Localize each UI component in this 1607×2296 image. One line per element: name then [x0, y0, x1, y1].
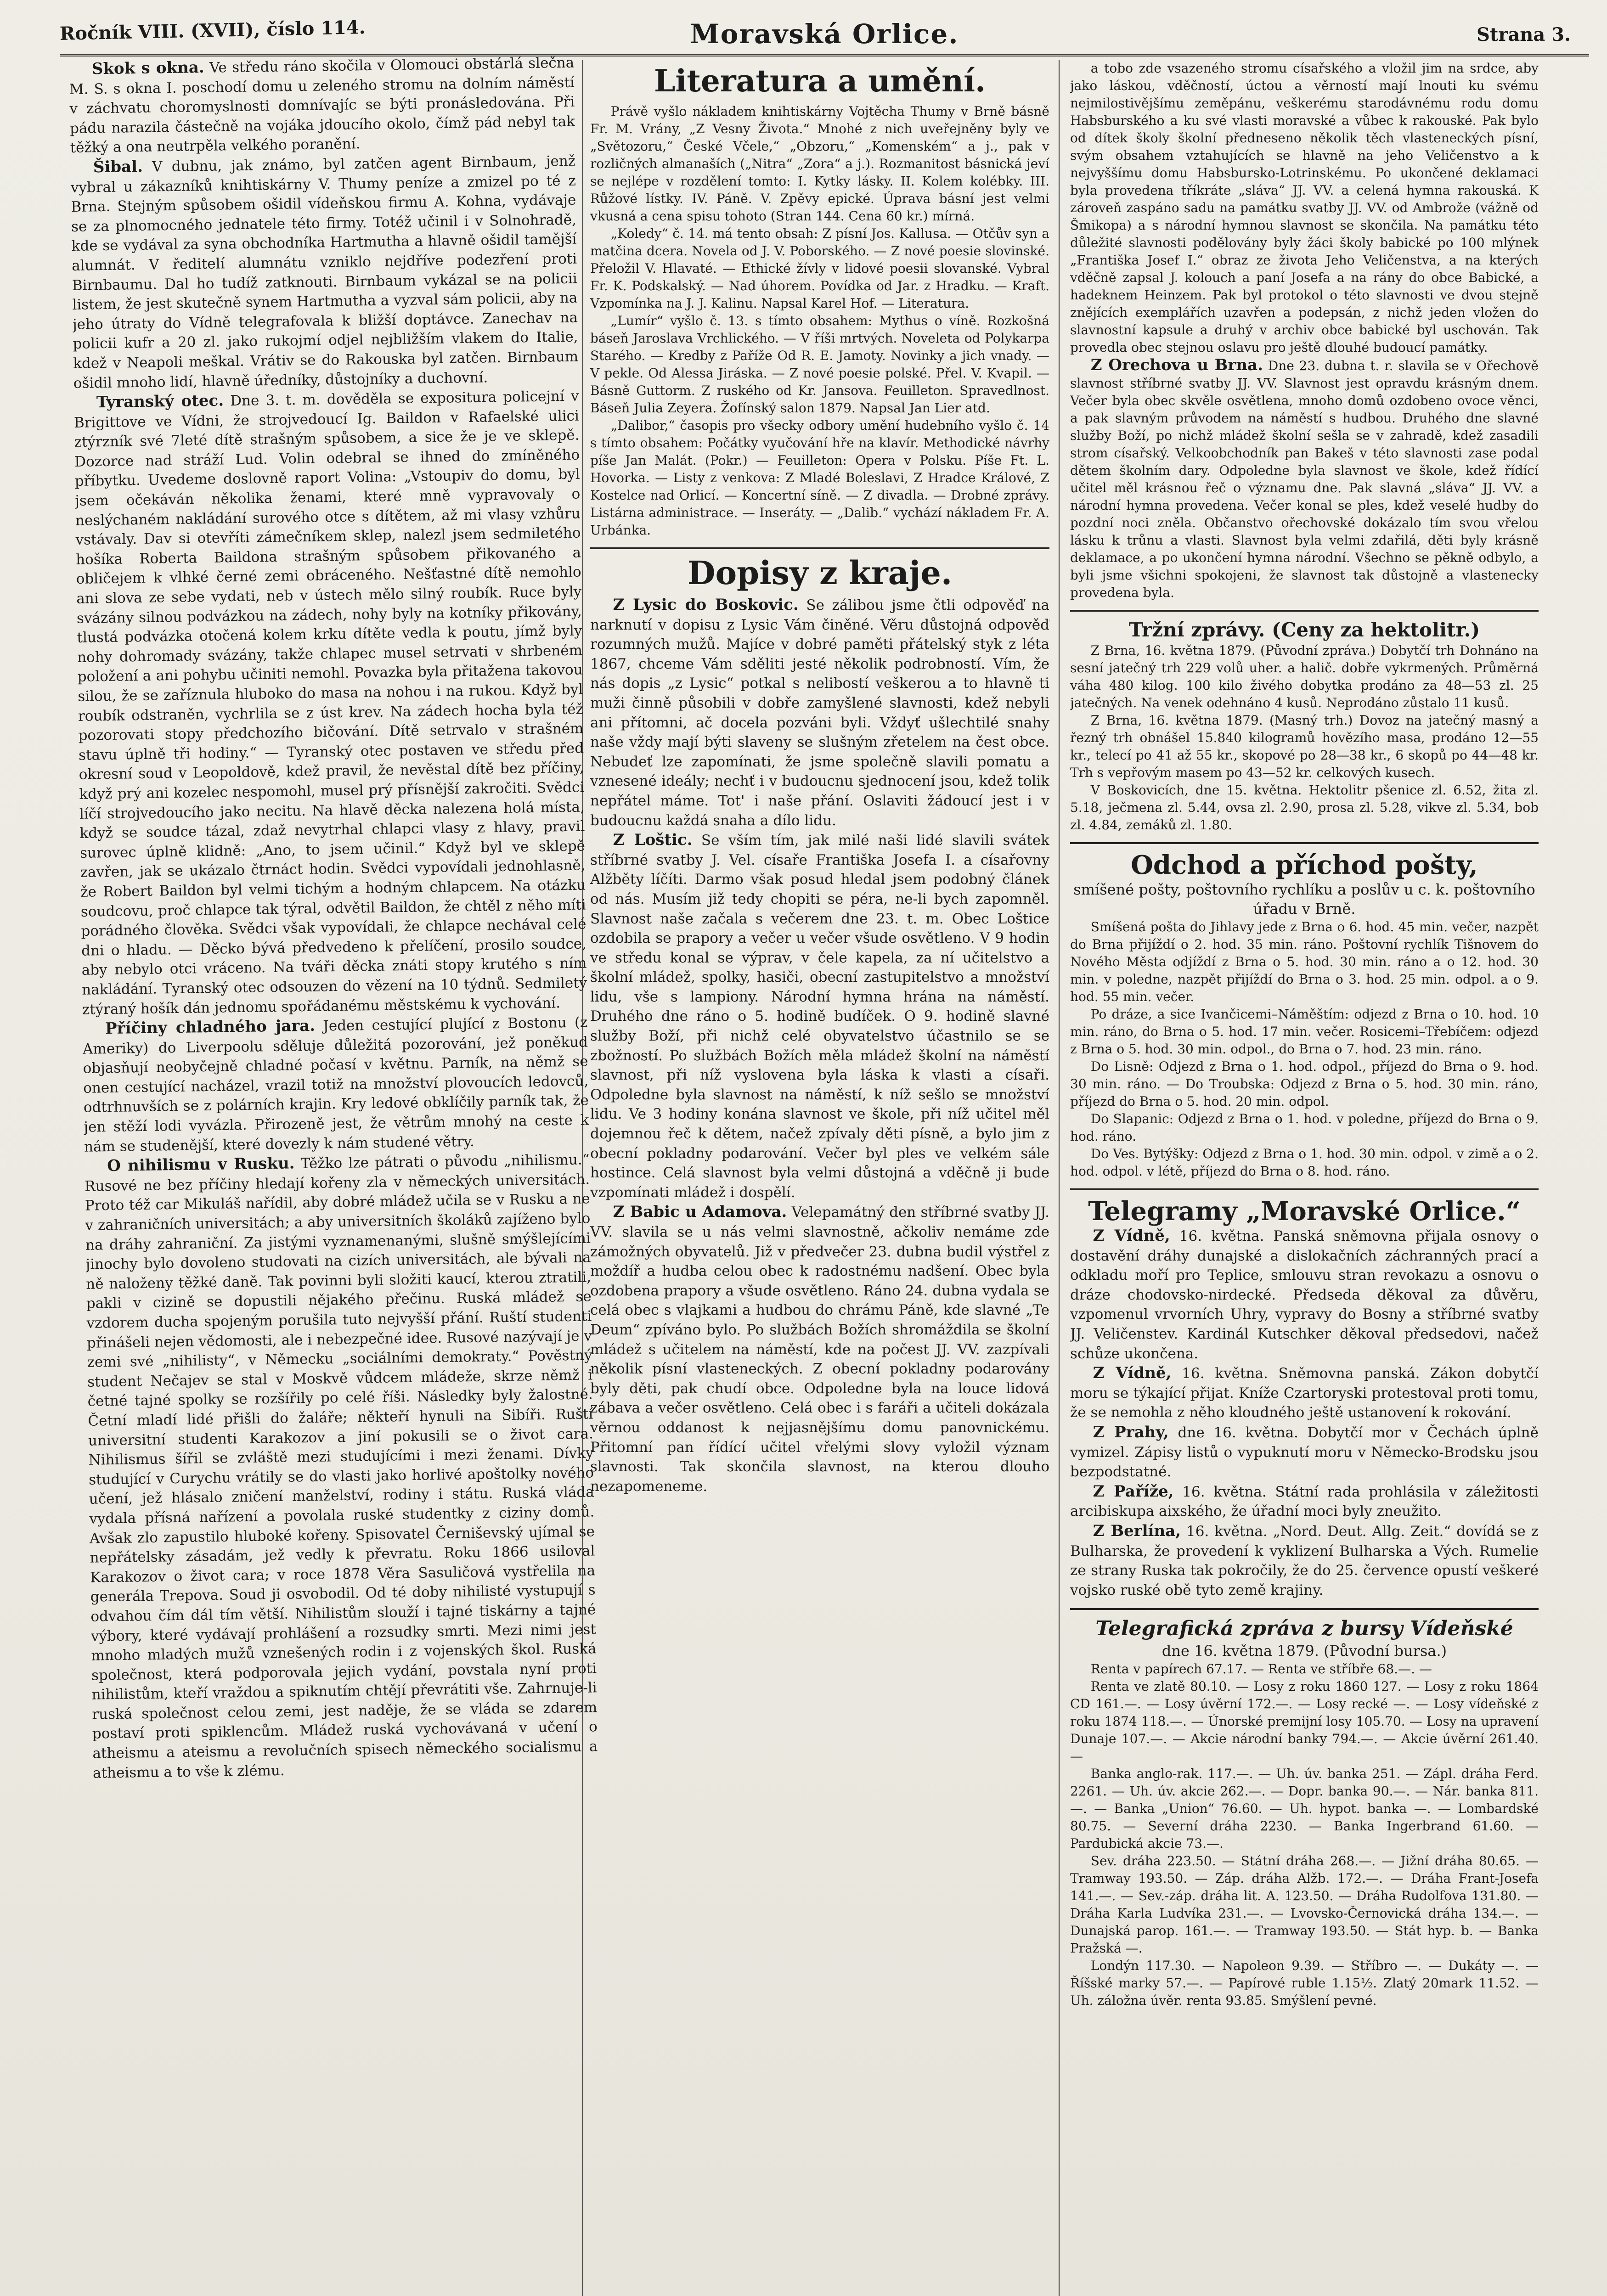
news-item [73, 386, 587, 1019]
telegram-title: Telegramy „Moravské Orlice.“ [1088, 1196, 1521, 1227]
market-title: Tržní zprávy. (Ceny za hektolitr.) [1128, 619, 1480, 641]
news-text: V dubnu, jak známo, byl zatčen agent Birnbaum, jenž vybral u zákazníků knihtiskárny V. Thumy peníze a zmizel po té z Brna. Stejným spůsobem ošidil vídeňskou firmu A. Kohna, vydávaje se za plnomocného jednatele této firmy. Totéž učinil i v Solnohradě, kde se vydával za syna obchodníka Hartmutha a hlavně ošidil tamější alumnát. V ředitelí alumnátu vzniklo nejdříve podezření proti Birnbaumu. Dal ho tudíž zatknouti. Birnbaum vykázal se na policii listem, že jest skutečně synem Hartmutha a vyzval sám policii, aby na jeho útraty do Vídně telegrafovala k bližší doptávce. Zanechav na policii kufr a 20 zl. jako rukojmí odjel nejbližším vlakem do Italie, kdež v Neapoli meškal. Vrátiv se do Rakouska byl zatčen. Birnbaum ošidil mnoho lidí, hlavně úředníky, důstojníky a duchovní. [70, 152, 579, 392]
news-headline: Skok s okna. [91, 58, 204, 79]
continued-text: a tobo zde vsazeného stromu císařského a vložil jim na srdce, aby jako láskou, vděčností, úctou a věrností mají lnouti ku svému nejmilostivějšímu zeměpánu, veškerému starodávnému rodu domu Habsburského a ku své vlasti moravské a vůbec k rakouské. Pak bylo od dítek školy školní předneseno několik těch vlasteneckých písní, svým obsahem vztahujících se hlavně na jeho Veličenstvo a k nejvyššímu domu Habsbursko-Lotrinskému. Po ukončené deklamaci byla provedena tříkráte „sláva“ JJ. VV. a celená hymna rakouská. K zároveň zaspáno sadu na památku svatby JJ. VV. od Ambrože (vážně od Šmikopa) a s národní hymnou slavnost se skončila. Na památku této důležité slavnosti podělovány byly žáci školy babické po 100 mlýnek „Františka Josef I.“ obraz ze života Jeho Veličenstva, a na kterých vděčně zapsal J. kolouch a paní Josefa a na rány do obce Babické, a hadeknem Heinzem. Pak byl protokol o této slavnosti ve dvou stejně znějících exemplářích uzavřen a podepsán, z nichž jeden vložen do slavnostní kapsule a druhý v archiv obce babické byl uschován. Tak provedla obec stejnou oslavu pro ještě dlouhé budoucí památky. [1070, 61, 1539, 355]
letter-item [1070, 356, 1539, 602]
letter-headline: Z Loštic. [613, 831, 693, 850]
column-middle [590, 60, 1049, 2296]
column-left [69, 53, 606, 2296]
telegram-text: 16. května. „Nord. Deut. Allg. Zeit.“ dovídá se z Bulharska, že provedení k vyklizení Bulharska a Vých. Rumelie ze strany Ruska tak pokročily, že do 25. července opustí veškeré vojsko ruské obě tyto země krajiny. [1070, 1523, 1539, 1598]
telegram-item [1070, 1482, 1539, 1521]
literature-item: „Lumír“ vyšlo č. 13. s tímto obsahem: Mythus o víně. Rozkošná báseň Jaroslava Vrchlického. — V říši mrtvých. Noveleta od Polykarpa Starého. — Kredby z Paříže Od R. E. Jamoty. Novinky a jich vnady. — V pekle. Od Alessa Jiráska. — Z nové poesie polské. Přel. V. Kvapil. — Básně Guttorm. Z ruského od Kr. Jansova. Feuilleton. Spravedlnost. Báseň Julia Zeyera. Žofínský salon 1879. Napsal Jan Lier atd. [590, 313, 1049, 416]
bourse-line: Renta v papírech 67.17. — Renta ve stříbře 68.—. — [1090, 1661, 1432, 1677]
telegram-item [1070, 1363, 1539, 1423]
news-item [82, 1013, 589, 1157]
news-headline: Příčiny chladného jara. [105, 1016, 316, 1038]
post-item: Po dráze, a sice Ivančicemi–Náměštím: odjezd z Brna o 10. hod. 10 min. ráno, do Brna o 5. hod. 17 min. večer. Rosicemi–Třebíčem: odjezd z Brna o 5. hod. 30 min. odpol., do Brna o 7. hod. 23 min. ráno. [1070, 1007, 1539, 1057]
letter-text: Velepamátný den stříbrné svatby JJ. VV. slavila se u nás velmi slavnostně, ačkoliv nemáme zde zámožných obyvatelů. Již v předvečer 23. dubna budil výstřel z moždíř a hudba celou obec k radostnému nadšení. Obec byla ozdobena prapory a všude osvětleno. Ráno 24. dubna vydala se celá obec s vlajkami a hudbou do chrámu Páně, kde slavné „Te Deum“ zpíváno bylo. Po službách Božích shromáždila se školní mládež s učitelem na náměstí, kde na počest JJ. VV. zazpívali několik písní vlasteneckých. Z obecní pokladny podarovány byly děti, pak chudí obce. Odpoledne byla na louce lidová zábava a večer osvětleno. Celá obec i s faráři a učiteli dokázala věrnou oddanost k nejjasnějšímu domu panovnickému. Přitomní pan řídící učitel vřelými slovy vyložil význam slavnosti. Tak skončila slavnost, na kterou dlouho nezapomeneme. [590, 1204, 1049, 1495]
newspaper-title: Moravská Orlice. [690, 18, 959, 50]
bourse-title: Telegrafická zpráva z bursy Vídeňské [1095, 1617, 1513, 1641]
post-item: Smíšená pošta do Jihlavy jede z Brna o 6. hod. 45 min. večer, nazpět do Brna přijíždí o 2. hod. 35 min. ráno. Poštovní rychlík Tišnovem do Nového Města odjíždí z Brna o 5. hod. 30 min. ráno a o 12. hod. 30 min. v poledne, nazpět přijíždí do Brna o 3. hod. 25 min. odpol. a o 9. hod. 55 min. večer. [1070, 919, 1539, 1004]
news-text: Těžko lze pátrati o původu „nihilismu.“ Rusové ne bez příčiny hledají kořeny zla v německých universitách. Proto též car Mikuláš nařídil, aby dobré mládež učila se v Rusku a ne v zahraničních universitách; a aby universitních školáků zajíženo bylo na dráhy zahraniční. Za jistými vyznamenanými, slušně smýšlejícími jinochy bylo dovoleno studovati na cizích universitách, ale bývali na ně naloženy těžké daně. Tak povinni byli složiti kaucí, kterou ztratili, pakli v cizině se dopustili nějakého přečinu. Ruská mládež se vzdorem ducha spojeným porušila tuto nejvyšší přání. Ruští studenti přinášeli nejen vědomosti, ale i nebezpečné idee. Rusové nazývají je v zemi své „nihilisty“, v Německu „sociálními demokraty.“ Pověstný student Nečajev se stal v Moskvě vůdcem mládeže, skrze němž i četné tajné spolky se rozšířily po celé říši. Následky byly žalostné. Četní mladí lidé přišli do žaláře; někteří hynuli na Sibíři. Ruští universitní studenti Karakozov a jiní pokusili se o život cara. Nihilismus šířil se zvláště mezi studujícími i mezi ženami. Dívky studující v Curychu vrátily se do vlasti jako horlivé apoštolky nového učení, jež hlásalo zničení manželství, rodiny i státu. Ruská vláda vydala přísná nařízení a povolala ruské studentky z ciziny domů. Avšak zlo zapustilo hluboké kořeny. Spisovatel Černiševský ujímal se nepřátelsky zásadám, jež vedly k převratu. Roku 1866 usiloval Karakozov o život cara; v roce 1878 Věra Sasuličová vystřelila na generála Trepova. Soud ji osvobodil. Od té doby nihilisté vystupují s odvahou čím dál tím větší. Nihilistům slouží i tajné tiskárny a tajné výbory, které vydávají prohlášení a rozsudky smrti. Mezi nimi jest mnoho mladých mužů vznešených rodin i z vojenských škol. Ruská společnost, která podporovala jejich vydání, povstala nyní proti nihilistům, kteří vraždou a spiknutím chtějí převrátiti vše. Zahrnuje-li ruská společnost celou zemi, jest naděje, že se vláda se zdarem postaví proti spiklencům. Mládež ruská vychovávaná v učení o atheismu a ateismu a revolučních spisech německého socialismu a atheismu a to vše k zlému. [85, 1151, 598, 1782]
post-item: Do Lisně: Odjezd z Brna o 1. hod. odpol., příjezd do Brna o 9. hod. 30 min. ráno. — Do Troubska: Odjezd z Brna o 5. hod. 30 min. ráno, příjezd do Brna o 5. hod. 20 min. odpol. [1070, 1059, 1539, 1109]
bourse-line: Banka anglo-rak. 117.—. — Uh. úv. banka 251. — Zápl. dráha Ferd. 2261. — Uh. úv. akcie 262.—. — Dopr. banka 90.—. — Nár. banka 811.—. — Banka „Union“ 76.60. — Uh. hypot. banka —. — Lombardské 80.75. — Severní dráha 2230. — Banka Ingerbrand 61.60. — Pardubická akcie 73.—. [1070, 1766, 1539, 1851]
telegram-item [1070, 1423, 1539, 1482]
page-number: Strana 3. [1476, 24, 1571, 45]
post-item: Do Ves. Bytýšky: Odjezd z Brna o 1. hod. 30 min. odpol. v zimě a o 2. hod. odpol. v létě, příjezd do Brna o 8. hod. ráno. [1070, 1146, 1539, 1179]
post-item: Do Slapanic: Odjezd z Brna o 1. hod. v poledne, příjezd do Brna o 9. hod. ráno. [1070, 1111, 1539, 1144]
section-divider [1070, 1608, 1539, 1610]
bourse-line: Londýn 117.30. — Napoleon 9.39. — Stříbro —. — Dukáty —. — Říšské marky 57.—. — Papírové ruble 1.15½. Zlatý 20mark 11.52. — Uh. záložna úvěr. renta 93.85. Smýšlení pevné. [1070, 1958, 1539, 2009]
post-subtitle: smíšené pošty, poštovního rychlíku a poslův u c. k. poštovního úřadu v Brně. [1073, 881, 1535, 917]
telegram-headline: Z Paříže, [1093, 1482, 1174, 1501]
telegram-headline: Z Prahy, [1093, 1423, 1169, 1441]
news-text: Jeden cestující plující z Bostonu (z Ameriky) do Liverpoolu sděluje důležitá pozorování, jež poněkud objasňují neobyčejně chladné počasí v květnu. Parník, na němž se onen cestující nacházel, vrazil totiž na množství plovoucích ledovců, odtrhnuvších se z polárních krajin. Kry ledové obklíčily parník tak, že jen stěží lodi vyvázla. Přirozeně jest, že větrům mnohý na ceste k nám se studenější, které dovezly k nám studené větry. [82, 1014, 589, 1155]
issue-number: Ročník VIII. (XVII), číslo 114. [59, 17, 366, 45]
literature-item: „Dalibor,“ časopis pro všecky odbory umění hudebního vyšlo č. 14 s tímto obsahem: Počátky vyučování hře na klavír. Methodické návrhy píše Jan Malát. (Pokr.) — Feuilleton: Opera v Polsku. Píše Ft. L. Hovorka. — Listy z venkova: Z Mladé Boleslavi, Z Hradce Králové, Z Kostelce nad Orlicí. — Koncertní síně. — Z divadla. — Drobné zprávy. Listárna administrace. — Inseráty. — „Dalib.“ vychází nákladem Fr. A. Urbánka. [590, 418, 1049, 538]
telegram-item [1070, 1521, 1539, 1600]
news-item [69, 53, 575, 158]
bourse-line: Sev. dráha 223.50. — Státní dráha 268.—. — Jižní dráha 80.65. — Tramway 193.50. — Záp. dráha Alžb. 172.—. — Dráha Frant-Josefa 141.—. — Sev.-záp. dráha lit. A. 123.50. — Dráha Rudolfova 131.80. — Dráha Karla Ludvíka 231.—. — Lvovsko-Černovická dráha 134.—. — Dunajská parop. 161.—. — Tramway 193.50. — Stát hyp. b. — Banka Pražská —. [1070, 1853, 1539, 1956]
column-rule [1059, 60, 1060, 2296]
news-headline: Šibal. [93, 157, 143, 177]
literature-item: Právě vyšlo nákladem knihtiskárny Vojtěcha Thumy v Brně básně Fr. M. Vrány, „Z Vesny Života.“ Mnohé z nich uveřejněny byly ve „Světozoru,“ České Včele,“ „Obzoru,“ „Komenském“ a j., pak v rozličných almanaších („Nitra“ „Zora“ a j.). Rozmanitost básnická jeví se nejlépe v rozdělení tomto: I. Kytky lásky. II. Kolem kolébky. III. Růžové lístky. IV. Páně. V. Zpěvy epické. Úprava básní jest velmi vkusná a cena spisu tohoto (Stran 144. Cena 60 kr.) mírná. [590, 104, 1049, 224]
section-divider [1070, 1188, 1539, 1190]
column-right [1070, 60, 1539, 2296]
letter-item [590, 1202, 1049, 1496]
telegram-text: 16. května. Sněmovna panská. Zákon dobytčí moru se týkající přijat. Kníže Czartoryski protestoval proti tomu, že se nemohla z něho kloudného ještě ustanovení k rokování. [1070, 1365, 1539, 1421]
section-title-literature: Literatura a umění. [654, 63, 986, 99]
news-headline: Tyranský otec. [96, 391, 224, 412]
section-title-letters: Dopisy z kraje. [687, 554, 953, 592]
bourse-date: dne 16. května 1879. (Původní bursa.) [1162, 1642, 1447, 1660]
section-divider [1070, 842, 1539, 844]
letter-headline: Z Lysic do Boskovic. [613, 596, 799, 614]
telegram-headline: Z Berlína, [1093, 1521, 1181, 1540]
telegram-text: 16. května. Panská sněmovna přijala osnovy o dostavění dráhy dunajské a dislokačních záchranných prací a odkladu moří pro Teplice, smlouvu stran revokazu a osnovu o dráze chodovsko-nirdecké. Předseda děkoval za důvěru, vzpomenul vrvorních Uhry, vypravy do Bosny a stříbrné svatby JJ. Veličenstev. Kardinál Kutschker děkoval předsedovi, načež schůze ukončena. [1070, 1228, 1539, 1362]
bourse-line: Renta ve zlatě 80.10. — Losy z roku 1860 127. — Losy z roku 1864 CD 161.—. — Losy úvěrní 172.—. — Losy recké —. — Losy vídeňské z roku 1874 118.—. — Únorské premijní losy 105.70. — Losy na upravení Dunaje 107.—. — Akcie národní banky 794.—. — Akcie úvěrní 261.40. — [1070, 1679, 1539, 1764]
literature-item: „Koledy“ č. 14. má tento obsah: Z písní Jos. Kallusa. — Otčův syn a matčina dcera. Novela od J. V. Poborského. — Z nové poesie slovinské. Přeložil V. Hlavaté. — Ethické žívly v lidové poesii slovanské. Vybral Fr. K. Podskalský. — Nad úhorem. Povídka od Jar. z Hradku. — Kraft. Vzpomínka na J. J. Kalinu. Napsal Karel Hof. — Literatura. [590, 226, 1049, 311]
telegram-headline: Z Vídně, [1093, 1364, 1172, 1383]
telegram-text: 16. května. Státní rada prohlásila v záležitosti arcibiskupa aixského, že úřadní moci byly zneužito. [1070, 1483, 1539, 1520]
page-header [60, 10, 1589, 56]
letter-text: Se zálibou jsme čtli odpověď na narknutí v dopisu z Lysic Vám činěné. Věru důstojná odpověď rozumných mužů. Majíce v dobré paměti přátelský styk z léta 1867, chceme Vám sděliti jesté několik podrobností. Vím, že nás dopis „z Lysic“ potkal s nelibostí veškerou a to hlavně ti muži činně působili v dobře zamyšlené slavnosti, kdež nebyli ani přítomni, ač docela pozváni byli. Vždyť ušlechtilé snahy naše vždy mají býti slaveny se slušným zřetelem na čest obce. Nebudeť lze zapomínati, že jsme společně slavili pomatu a vznesené ideály; nechť i v budoucnu sjednocení jsou, kdež tolik nepřátel máme. Tot' i naše přání. Oslaviti žádoucí jest i v budoucnu každá snaha a dílo lidu. [590, 597, 1049, 829]
letter-item [590, 830, 1049, 1202]
market-item: Z Brna, 16. května 1879. (Původní zpráva.) Dobytčí trh Dohnáno na sesní jatečný trh 229 volů uher. a halič. dobře vykrmených. Průměrná váha 480 kilog. 100 kilo živého dobytka prodáno za 48—53 zl. 25 jatečných. Na venek odehnáno 4 kusů. Neprodáno zůstalo 11 kusů. [1070, 643, 1539, 710]
news-item [70, 151, 579, 393]
post-title: Odchod a příchod pošty, [1131, 850, 1478, 880]
section-divider [1070, 610, 1539, 612]
letter-text: Se vším tím, jak milé naši lidé slavili svátek stříbrné svatby J. Vel. císaře Františka Josefa I. a císařovny Alžběty líčíti. Darmo však posud hledal jsem podobný článek od nás. Musím již tedy chopiti se péra, ne-li bych zapomněl. Slavnost naše začala s večerem dne 23. t. m. Obec Loštice ozdobila se prapory a večer u večer všude osvětleno. V 9 hodin ve středu konal se výprav, v čele kapela, za ní učitelstvo a školní mládež, spolky, hasiči, obecní zastupitelstvo a množství lidu, vše s lampiony. Národní hymna hrána na náměstí. Druhého dne ráno o 5. hodině budíček. O 9. hodině slavné služby Boží, při nichž celé obyvatelstvo účastnilo se se zbožností. Po službách Božích měla mládež školní na náměstí slavnost, při níž vyslovena byla láska k vlasti a císaři. Odpoledne byla slavnost na náměstí, k níž sešlo se množství lidu. Ve 3 hodiny konána slavnost ve škole, při níž učitel měl dojemnou řeč k dětem, načež zpívaly děti písně, a bylo jim z obecní pokladny podarování. Večer byl ples ve velkém sále hostince. Celá slavnost byla velmi důstojná a vděčně ji bude vzpomínati mládež i dospělí. [590, 832, 1049, 1201]
market-item: Z Brna, 16. května 1879. (Masný trh.) Dovoz na jatečný masný a řezný trh obnášel 15.840 kilogramů hovězího masa, prodáno 12—55 kr., telecí po 41 až 55 kr., skopové po 28—38 kr., 6 skopů po 44—48 kr. Trh s vepřovým masem po 43—52 kr. celkových kusech. [1070, 713, 1539, 780]
news-headline: O nihilismu v Rusku. [107, 1154, 295, 1176]
letter-item [590, 595, 1049, 830]
news-item [84, 1150, 598, 1783]
news-text: Dne 3. t. m. dověděla se expositura policejní v Brigittove ve Vídni, že strojvedoucí Ig. Baildon v Rafaelské ulici ztýrzník své 7leté dítě strašným spůsobem, a sice že je ve sklepě. Dozorce nad stráží Lud. Volin odebral se ihned do zmíněného příbytku. Uvedeme doslovně raport Volina: „Vstoupiv do domu, byl jsem očekáván několika ženami, které mně vypravovaly o neslýchaném nakládání surového otce s dítětem, až mi vlasy vzhůru vstávaly. Dav si otevříti zámečníkem sklep, nalezl jsem sedmiletého hošíka Roberta Baildona strašným spůsobem přikovaného a obličejem k vlhké černé zemi obráceného. Nešťastné dítě nemohlo ani slova ze sebe vydati, neb v ústech mělo silný roubík. Ruce byly svázány silnou podvázkou na zádech, nohy byly na kotníky přikovány, tlustá podvázka otočená kolem krku dítěte vedla k poutu, jímž byly nohy dohromady svázány, takže chlapec musel setrvati v shrbeném položení a ani pohybu učiniti nemohl. Povazka byla přitažena takovou silou, že se zaříznula hluboko do masa na nohou i na rukou. Když byl roubík odstraněn, vychrlila se z úst krev. Na zádech hocha byla též pozorovati stopy předchozího bičování. Dítě setrvalo v strašném stavu úplně tři hodiny.“ — Tyranský otec postaven ve středu před okresní soud v Leopoldově, kdež pravil, že nevěstal dítě bez příčiny, když prý ani kozelec nespomohl, musel prý přísnější zakročiti. Svědci líčí strojvedoucího jako necitu. Na hlavě děcka nalezena holá místa, když se soudce tázal, zdaž nevytrhal chlapci vlasy z hlavy, pravil surovec úplně klidně: „Ano, to jsem učinil.“ Když byl ve sklepě zavřen, jak se ukázalo čtrnáct hodin. Svědci vypovídali jednohlasně, že Robert Baildon byl velmi tichým a hodným chlapcem. Na otázku soudcovu, proč chlapce tak týral, odvětil Baildon, že chtěl z něho míti porádného člověka. Svědci však vypovídali, že chlapce nechával celé dni o hladu. — Děcko bývá předvedeno k přelíčení, prosilo soudce, aby nebylo otci vráceno. Na tváři děcka znáti stopy krutého s ním nakládání. Tyranský otec odsouzen do vězení na 10 týdnů. Sedmiletý ztýraný hošík dán jednomu spořádanému městskému k vychování. [73, 388, 587, 1018]
telegram-item [1070, 1226, 1539, 1363]
telegram-headline: Z Vídně, [1093, 1227, 1170, 1245]
letter-headline: Z Babic u Adamova. [613, 1203, 787, 1221]
letter-headline: Z Orechova u Brna. [1090, 356, 1263, 374]
market-item: V Boskovicích, dne 15. května. Hektolitr pšenice zl. 6.52, žita zl. 5.18, ječmena zl. 5.44, ovsa zl. 2.90, prosa zl. 5.28, vikve zl. 5.34, bob zl. 4.84, zemáků zl. 1.80. [1070, 782, 1539, 833]
news-text: Ve středu ráno skočila v Olomouci obstárlá slečna M. S. s okna I. poschodí domu u zeleného stromu na dolním náměstí v záchvatu choromyslnosti domnívajíc se býti pronásledována. Při pádu narazila částečně na vojáka jdoucího okolo, čímž pád nebyl tak těžký a ona neutrpěla velkého poranění. [69, 54, 575, 157]
letter-text: Dne 23. dubna t. r. slavila se v Ořechově slavnost stříbrné svatby JJ. VV. Slavnost jest opravdu krásným dnem. Večer byla obec skvěle osvětlena, mnoho domů ozdobeno ovoce věnci, a pak slavným průvodem na náměstí s hudbou. Druhého dne slavné služby Boží, po nichž mládež školní sešla se v zahradě, kdež zasadili strom císařský. Velkoobchodník pan Bakeš v této slavnosti zase podal dětem školním dary. Odpoledne byla slavnost ve škole, kdež řídící učitel měl krásnou řeč o významu dne. Pak slavná „sláva“ JJ. VV. a národní hymna provedena. Večer konal se ples, kdež veselé hudby do pozdní noci zněla. Občanstvo ořechovské dokázalo tím svou vřelou lásku k trůnu a vlasti. Slavnost byla velmi zdařilá, děti byly krásně deklamace, a po ukončení hymna národní. Všechno se pěkně odbylo, a byli jsme všichni spokojeni, že slavnost tak důstojně a vlastenecky provedena byla. [1070, 358, 1539, 600]
telegram-text: dne 16. května. Dobytčí mor v Čechách úplně vymizel. Zápisy listů o vypuknutí moru v Německo-Brodsku jsou bezpodstatné. [1070, 1424, 1539, 1480]
section-divider [590, 547, 1049, 549]
